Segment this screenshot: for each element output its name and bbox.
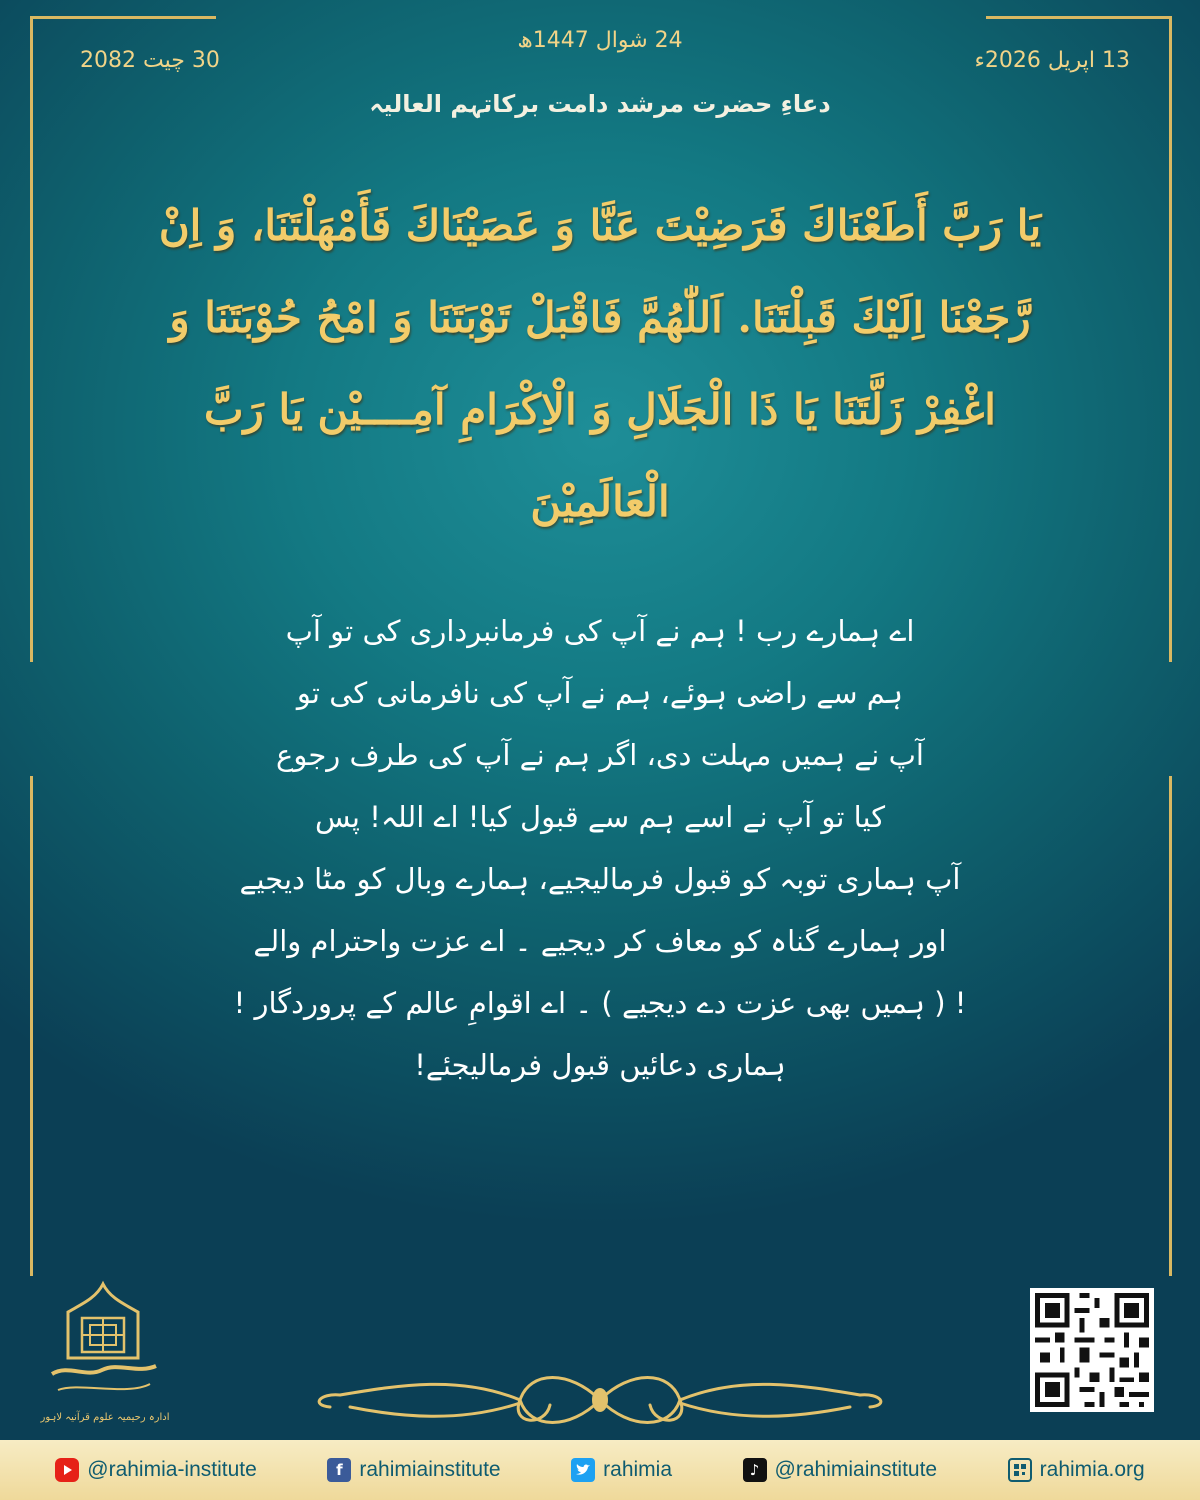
arabic-line: رَّجَعْنَا اِلَيْكَ قَبِلْتَنَا. اَللّٰهُمَّ فَاقْبَلْ تَوْبَتَنَا وَ امْحُ حُوْبَتَنَا وَ	[169, 293, 1031, 342]
facebook-link[interactable]	[327, 1458, 500, 1482]
gregorian-date: 13 اپریل 2026ء	[974, 48, 1130, 73]
page-title: دعاءِ حضرت مرشد دامت برکاتہم العالیہ	[369, 90, 831, 118]
translation-line: کیا تو آپ نے اسے ہم سے قبول کیا! اے اللہ! پس	[314, 800, 886, 834]
translation-line: ! ( ہمیں بھی عزت دے دیجیے ) ۔ اے اقوامِ عالم کے پروردگار !	[233, 986, 967, 1020]
tiktok-link[interactable]	[743, 1458, 938, 1482]
qr-icon	[1008, 1458, 1032, 1482]
website-url: rahimia.org	[1039, 1458, 1145, 1481]
arabic-line: اغْفِرْ زَلَّتَنَا يَا ذَا الْجَلَالِ وَ الْاِكْرَامِ آمِــــيْن يَا رَبَّ	[204, 385, 996, 434]
facebook-handle: rahimiainstitute	[359, 1458, 501, 1481]
rahimia-logo	[38, 1278, 168, 1428]
tiktok-icon: ♪	[743, 1458, 767, 1482]
ornament-divider	[300, 1365, 900, 1435]
frame-top-left	[30, 16, 216, 19]
frame-left-lower	[30, 776, 33, 1276]
tiktok-handle: @rahimiainstitute	[774, 1458, 938, 1481]
youtube-icon	[55, 1458, 79, 1482]
translation-line: آپ ہماری توبہ کو قبول فرمالیجیے، ہمارے وبال کو مٹا دیجیے	[239, 862, 961, 896]
website-link[interactable]	[1008, 1458, 1145, 1482]
frame-top-right	[986, 16, 1172, 19]
youtube-handle: @rahimia-institute	[87, 1458, 257, 1481]
twitter-icon	[571, 1458, 595, 1482]
urdu-translation	[170, 600, 1030, 1096]
youtube-link[interactable]	[55, 1458, 257, 1482]
arabic-line: الْعَالَمِيْنَ	[530, 477, 670, 526]
translation-line: اور ہمارے گناہ کو معاف کر دیجیے ۔ اے عزت واحترام والے	[253, 924, 947, 958]
twitter-link[interactable]	[571, 1458, 672, 1482]
frame-right-lower	[1169, 776, 1172, 1276]
bikrami-date: 30 چیت 2082	[80, 48, 220, 73]
qr-code[interactable]	[1030, 1288, 1154, 1412]
social-footer	[0, 1440, 1200, 1500]
arabic-line: يَا رَبَّ أَطَعْنَاكَ فَرَضِيْتَ عَنَّا وَ عَصَيْنَاكَ فَأَمْهَلْتَنَا، وَ اِنْ	[158, 201, 1042, 250]
logo-caption: ادارہ رحیمیہ علوم قرآنیہ لاہور	[40, 1412, 170, 1423]
translation-line: ہماری دعائیں قبول فرمالیجئے!	[414, 1048, 786, 1082]
arabic-dua	[110, 180, 1090, 548]
translation-line: ہم سے راضی ہوئے، ہم نے آپ کی نافرمانی کی تو	[296, 676, 904, 710]
twitter-handle: rahimia	[603, 1458, 672, 1481]
translation-line: اے ہمارے رب ! ہم نے آپ کی فرمانبرداری کی تو آپ	[285, 614, 915, 648]
hijri-date: 24 شوال 1447ھ	[517, 28, 683, 53]
facebook-icon: f	[327, 1458, 351, 1482]
translation-line: آپ نے ہمیں مہلت دی، اگر ہم نے آپ کی طرف رجوع	[276, 738, 924, 772]
